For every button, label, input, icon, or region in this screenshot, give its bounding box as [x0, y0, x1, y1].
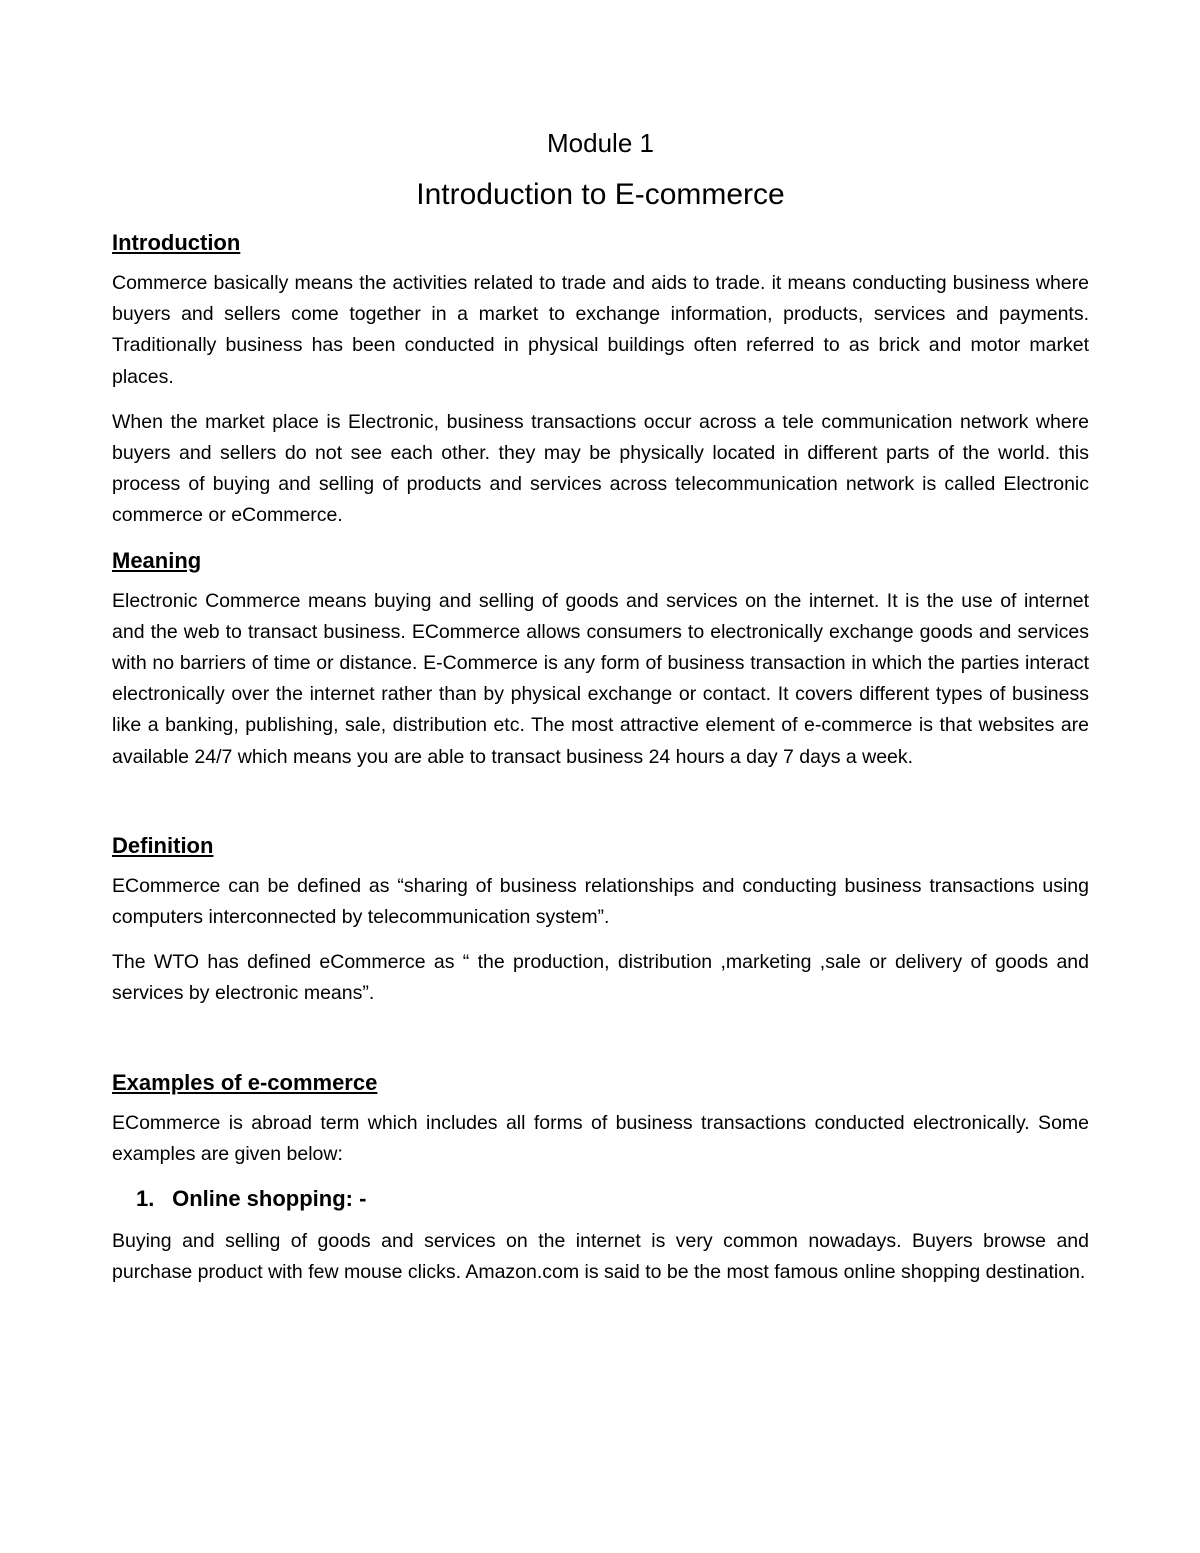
heading-meaning: Meaning [112, 547, 202, 573]
definition-paragraph-2: The WTO has defined eCommerce as “ the production, distribution ,marketing ,sale or delivery of goods and services by electronic means”. [112, 951, 1089, 1005]
introduction-paragraph-1: Commerce basically means the activities related to trade and aids to trade. it means conducting business where buyers and sellers come together in a market to exchange information, products, services and payments. Traditionally business has been conducted in physical buildings often referred to as brick and motor market places. [112, 272, 1089, 388]
definition-paragraph-1: ECommerce can be defined as “sharing of business relationships and conducting business transactions using computers interconnected by telecommunication system”. [112, 874, 1089, 929]
heading-examples: Examples of e-commerce [112, 1069, 378, 1095]
heading-definition: Definition [112, 832, 214, 858]
meaning-paragraph: Electronic Commerce means buying and selling of goods and services on the internet. It is the use of internet and the web to transact business. ECommerce allows consumers to electronically exchange goods and services with no barriers of time or distance. E-Commerce is any form of business transaction in which the parties interact electronically over the internet rather than by physical exchange or contact. It covers different types of business like a banking, publishing, sale, distribution etc. The most attractive element of e-commerce is that websites are available 24/7 which means you are able to transact business 24 hours a day 7 days a week. [112, 589, 1089, 768]
list-label: Online shopping: - [172, 1186, 367, 1212]
document-body [112, 126, 1089, 1302]
list-item-online-shopping [112, 1184, 1089, 1214]
online-shopping-paragraph: Buying and selling of goods and services on the internet is very common nowadays. Buyers browse and purchase product with few mouse clicks. Amazon.com is said to be the most famous online shopping destination. [112, 1230, 1089, 1284]
examples-paragraph: ECommerce is abroad term which includes all forms of business transactions conducted electronically. Some examples are given below: [112, 1111, 1089, 1165]
module-label: Module 1 [547, 128, 654, 158]
spacer [112, 1024, 1089, 1068]
list-number: 1. [136, 1186, 155, 1212]
spacer [112, 787, 1089, 831]
heading-introduction: Introduction [112, 230, 241, 255]
page-title: Introduction to E-commerce [416, 178, 785, 211]
introduction-paragraph-2: When the market place is Electronic, business transactions occur across a tele communication network where buyers and sellers do not see each other. they may be physically located in different parts of the world. this process of buying and selling of products and services across telecommunication network is called Electronic commerce or eCommerce. [112, 410, 1089, 527]
